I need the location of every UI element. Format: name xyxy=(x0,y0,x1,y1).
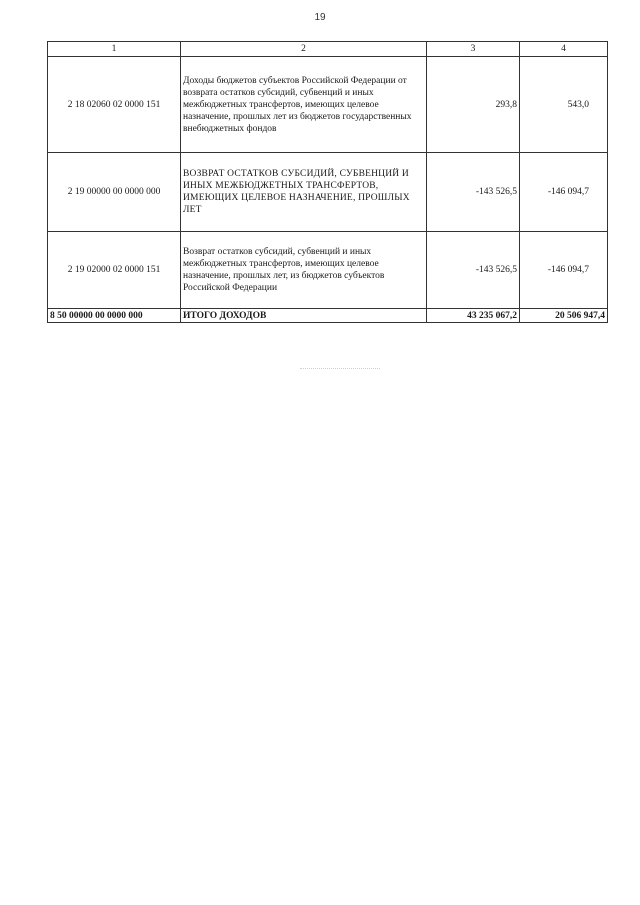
row-name: Возврат остатков субсидий, субвенций и иных межбюджетных трансфертов, имеющих целевое назначение, прошлых лет, из бюджетов субъектов Российской Федерации xyxy=(181,232,427,309)
column-header-1: 1 xyxy=(48,42,181,57)
table-header-row xyxy=(48,42,608,57)
page-number: 19 xyxy=(314,12,326,23)
row-value-col3: -143 526,5 xyxy=(427,153,520,232)
table-row xyxy=(48,232,608,309)
row-name: ВОЗВРАТ ОСТАТКОВ СУБСИДИЙ, СУБВЕНЦИЙ И ИНЫХ МЕЖБЮДЖЕТНЫХ ТРАНСФЕРТОВ, ИМЕЮЩИХ ЦЕЛЕВОЕ НАЗНАЧЕНИЕ, ПРОШЛЫХ ЛЕТ xyxy=(181,153,427,232)
row-value-col3: 293,8 xyxy=(427,57,520,153)
total-label: ИТОГО ДОХОДОВ xyxy=(181,309,427,323)
table-row xyxy=(48,153,608,232)
scan-artifact xyxy=(300,368,380,371)
column-header-2: 2 xyxy=(181,42,427,57)
total-code: 8 50 00000 00 0000 000 xyxy=(48,309,181,323)
total-value-col3: 43 235 067,2 xyxy=(427,309,520,323)
column-header-3: 3 xyxy=(427,42,520,57)
row-value-col4: -146 094,7 xyxy=(520,153,608,232)
row-value-col3: -143 526,5 xyxy=(427,232,520,309)
revenue-table xyxy=(47,41,608,323)
row-code: 2 19 02000 02 0000 151 xyxy=(48,232,181,309)
table-row xyxy=(48,57,608,153)
column-header-4: 4 xyxy=(520,42,608,57)
row-value-col4: 543,0 xyxy=(520,57,608,153)
row-code: 2 18 02060 02 0000 151 xyxy=(48,57,181,153)
row-value-col4: -146 094,7 xyxy=(520,232,608,309)
row-code: 2 19 00000 00 0000 000 xyxy=(48,153,181,232)
total-row xyxy=(48,309,608,323)
total-value-col4: 20 506 947,4 xyxy=(520,309,608,323)
row-name: Доходы бюджетов субъектов Российской Федерации от возврата остатков субсидий, субвенций и иных межбюджетных трансфертов, имеющих целевое назначение, прошлых лет из бюджетов государственных внебюджетных фондов xyxy=(181,57,427,153)
